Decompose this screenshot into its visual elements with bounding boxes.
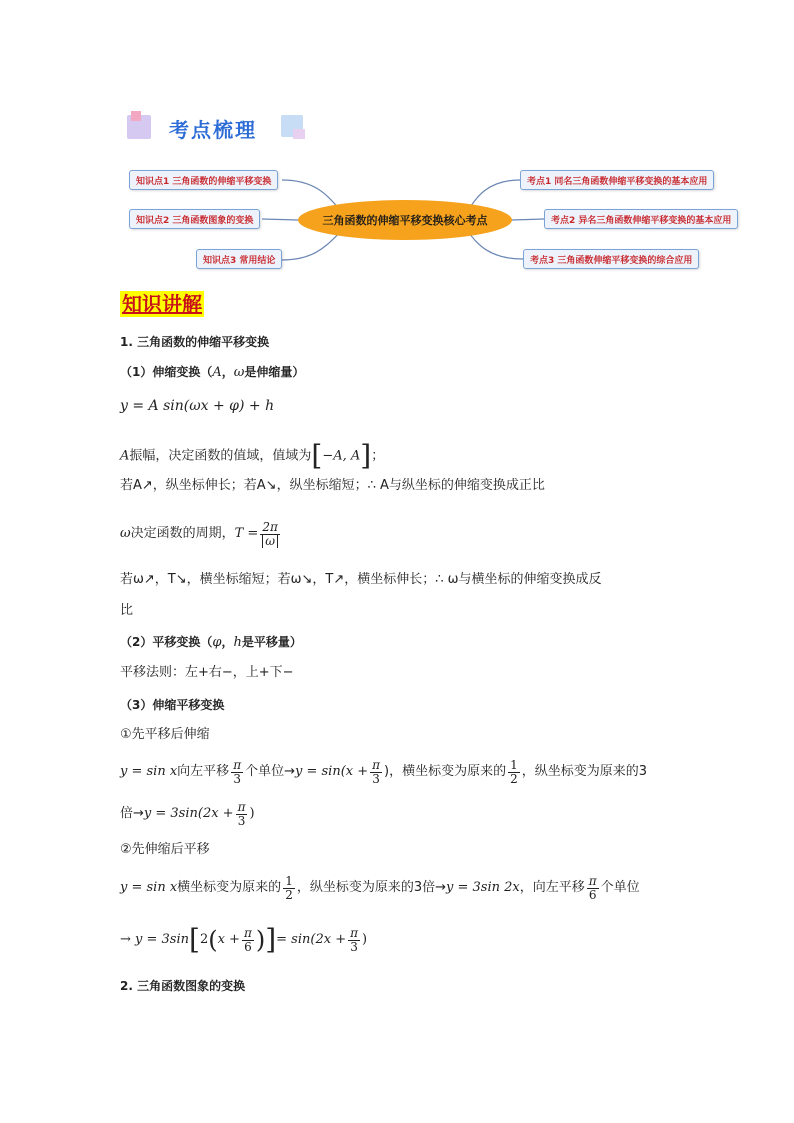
mind-map xyxy=(0,160,794,280)
mind-map-center: 三角函数的伸缩平移变换核心考点 xyxy=(298,200,512,240)
method2-title: ②先伸缩后平移 xyxy=(120,842,210,857)
banner-decor-square xyxy=(131,111,141,121)
formula-general: y = A sin(ωx + φ) + h xyxy=(120,398,275,414)
section-heading: 知识讲解 xyxy=(122,292,202,316)
banner-title: 考点梳理 xyxy=(169,118,257,142)
omega-rule-line2: 比 xyxy=(120,603,134,618)
heading-1: 1. 三角函数的伸缩平移变换 xyxy=(120,335,270,349)
amplitude-description: A振幅，决定函数的值域，值域为[−A, A]； xyxy=(120,439,385,472)
subheading-stretch: （1）伸缩变换（A，ω是伸缩量） xyxy=(120,365,305,380)
amplitude-rule: 若A↗，纵坐标伸长；若A↘，纵坐标缩短；∴ A与纵坐标的伸缩变换成正比 xyxy=(120,478,545,493)
section-banner xyxy=(127,111,307,143)
banner-decor-square xyxy=(293,129,305,139)
mind-map-node: 知识点1 三角函数的伸缩平移变换 xyxy=(129,170,278,190)
method1-line2: 倍→ y = 3sin(2x + $\frac{\pi}{3}$ ) xyxy=(120,799,255,828)
subheading-stretch-shift: （3）伸缩平移变换 xyxy=(120,698,225,712)
mind-map-node: 知识点2 三角函数图象的变换 xyxy=(129,209,260,229)
method1-line1: y = sin x 向左平移 $\frac{\pi}{3}$ 个单位→ y = sin(x + $\frac{\pi}{3}$ )，横坐标变为原来的 $\frac{1}{2}$ ，纵坐标变为原来的3 xyxy=(120,757,648,786)
method1-title: ①先平移后伸缩 xyxy=(120,727,210,742)
method2-line2: → y = 3sin [ 2 ( x + $\frac{\pi}{6}$ ) ] = sin(2x + $\frac{\pi}{3}$ ) xyxy=(120,923,368,956)
omega-description: ω 决定函数的周期， T = $\frac{2\pi}{\omega}$ xyxy=(120,519,278,548)
heading-2: 2. 三角函数图象的变换 xyxy=(120,979,246,993)
mind-map-node: 知识点3 常用结论 xyxy=(196,249,282,269)
period-fraction: $\frac{2\pi}{\omega}$ xyxy=(262,519,278,548)
mind-map-node: 考点3 三角函数伸缩平移变换的综合应用 xyxy=(523,249,699,269)
mind-map-node: 考点2 异名三角函数伸缩平移变换的基本应用 xyxy=(544,209,738,229)
shift-rule: 平移法则：左+右−，上+下− xyxy=(120,665,294,680)
subheading-shift: （2）平移变换（φ，h是平移量） xyxy=(120,635,302,650)
mind-map-node: 考点1 同名三角函数伸缩平移变换的基本应用 xyxy=(520,170,714,190)
omega-rule-line1: 若ω↗，T↘，横坐标缩短；若ω↘，T↗，横坐标伸长；∴ ω与横坐标的伸缩变换成反 xyxy=(120,572,602,587)
method2-line1: y = sin x 横坐标变为原来的 $\frac{1}{2}$ ，纵坐标变为原来的3倍→ y = 3sin 2x ，向左平移 $\frac{\pi}{6}$ 个单位 xyxy=(120,873,640,902)
